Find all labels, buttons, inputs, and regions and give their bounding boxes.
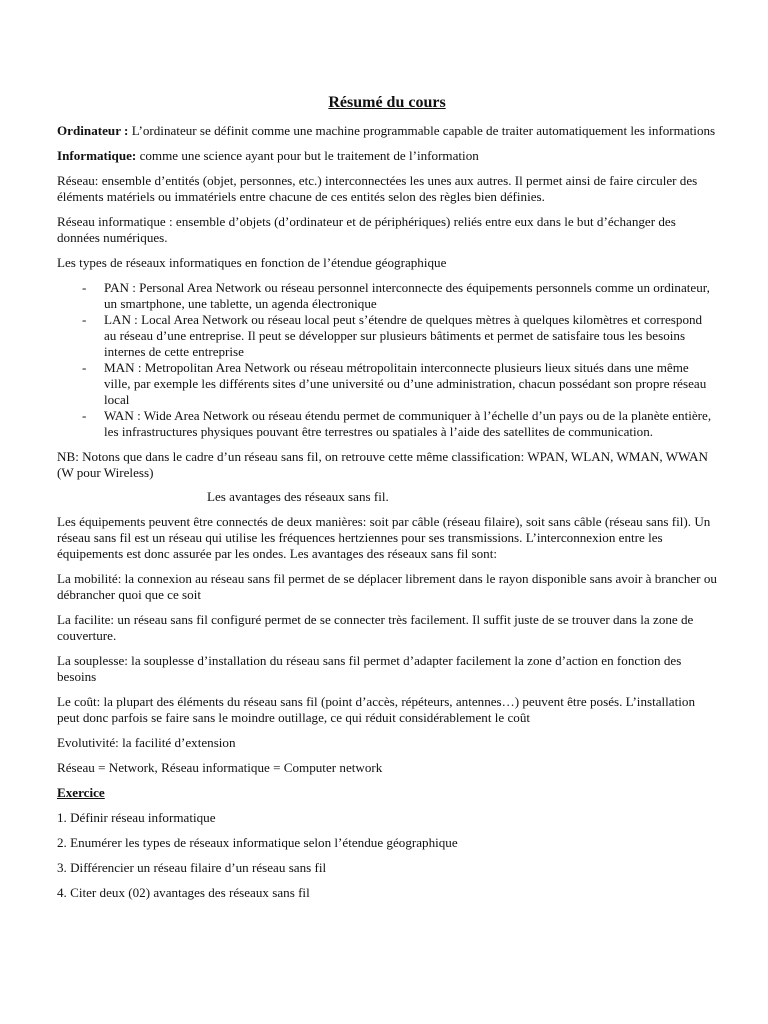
network-types-list (57, 280, 717, 440)
exercice-item-4: 4. Citer deux (02) avantages des réseaux sans fil (57, 885, 310, 900)
exercice-heading: Exercice (57, 785, 105, 800)
exercice-item-2: 2. Enumérer les types de réseaux informatique selon l’étendue géographique (57, 835, 458, 850)
definition-reseau: Réseau: ensemble d’entités (objet, personnes, etc.) interconnectées les unes aux autres. Il permet ainsi de faire circuler des éléments matériels ou immatériels entre chacune de ces entités selon des règles bien définies. (57, 173, 698, 204)
list-item-pan: - PAN : Personal Area Network ou réseau personnel interconnecte des équipements personnels comme un ordinateur, un smartphone, une tablette, un agenda électronique (57, 280, 717, 312)
definition-reseau-informatique: Réseau informatique : ensemble d’objets (d’ordinateur et de périphériques) reliés entre eux dans le but d’échanger des données numériques. (57, 214, 676, 245)
paragraph-mobilite: La mobilité: la connexion au réseau sans fil permet de se déplacer librement dans le rayon disponible sans avoir à brancher ou débrancher quoi que ce soit (57, 571, 717, 602)
definition-ordinateur-text: L’ordinateur se définit comme une machine programmable capable de traiter automatiquement les informations (128, 123, 716, 138)
paragraph-cout: Le coût: la plupart des éléments du réseau sans fil (point d’accès, répéteurs, antennes…) peuvent être posés. L’installation peut donc parfois se faire sans le moindre outillage, ce qui réduit considérablement le coût (57, 694, 695, 725)
document-page (57, 93, 717, 910)
list-item-lan: - LAN : Local Area Network ou réseau local peut s’étendre de quelques mètres à quelques kilomètres et correspond au réseau d’une entreprise. Il peut se développer sur plusieurs bâtiments et permet de satisfaire tous les besoins internes de cette entreprise (57, 312, 717, 360)
paragraph-equipements: Les équipements peuvent être connectés de deux manières: soit par câble (réseau filaire), soit sans câble (réseau sans fil). Un réseau sans fil est un réseau qui utilise les fréquences hertziennes pour ses transmissions. L’interconnexion entre les équipements est donc assurée par les ondes. Les avantages des réseaux sans fil sont: (57, 514, 711, 561)
term-ordinateur: Ordinateur : (57, 123, 129, 138)
term-informatique: Informatique: (57, 148, 137, 163)
definition-informatique-text: comme une science ayant pour but le traitement de l’information (136, 148, 479, 163)
note-nb: NB: Notons que dans le cadre d’un réseau sans fil, on retrouve cette même classification: WPAN, WLAN, WMAN, WWAN (W pour Wireless) (57, 449, 708, 480)
definition-ordinateur (57, 123, 717, 139)
types-intro: Les types de réseaux informatiques en fonction de l’étendue géographique (57, 255, 447, 270)
avantages-heading: Les avantages des réseaux sans fil. (207, 489, 389, 504)
paragraph-facilite: La facilite: un réseau sans fil configuré permet de se connecter très facilement. Il suffit juste de se trouver dans la zone de couverture. (57, 612, 694, 643)
paragraph-evolutivite: Evolutivité: la facilité d’extension (57, 735, 236, 750)
exercice-item-3: 3. Différencier un réseau filaire d’un réseau sans fil (57, 860, 327, 875)
paragraph-traduction: Réseau = Network, Réseau informatique = Computer network (57, 760, 383, 775)
paragraph-souplesse: La souplesse: la souplesse d’installation du réseau sans fil permet d’adapter facilement la zone d’action en fonction des besoins (57, 653, 682, 684)
list-item-wan: - WAN : Wide Area Network ou réseau étendu permet de communiquer à l’échelle d’un pays ou de la planète entière, les infrastructures physiques pouvant être terrestres ou spatiales à l’aide des satellites de communication. (57, 408, 717, 440)
list-item-man: - MAN : Metropolitan Area Network ou réseau métropolitain interconnecte plusieurs lieux situés dans une même ville, par exemple les différents sites d’une université ou d’une administration, chacun possédant son propre réseau local (57, 360, 717, 408)
exercice-item-1: 1. Définir réseau informatique (57, 810, 216, 825)
page-title: Résumé du cours (328, 94, 446, 111)
definition-informatique (57, 148, 717, 164)
